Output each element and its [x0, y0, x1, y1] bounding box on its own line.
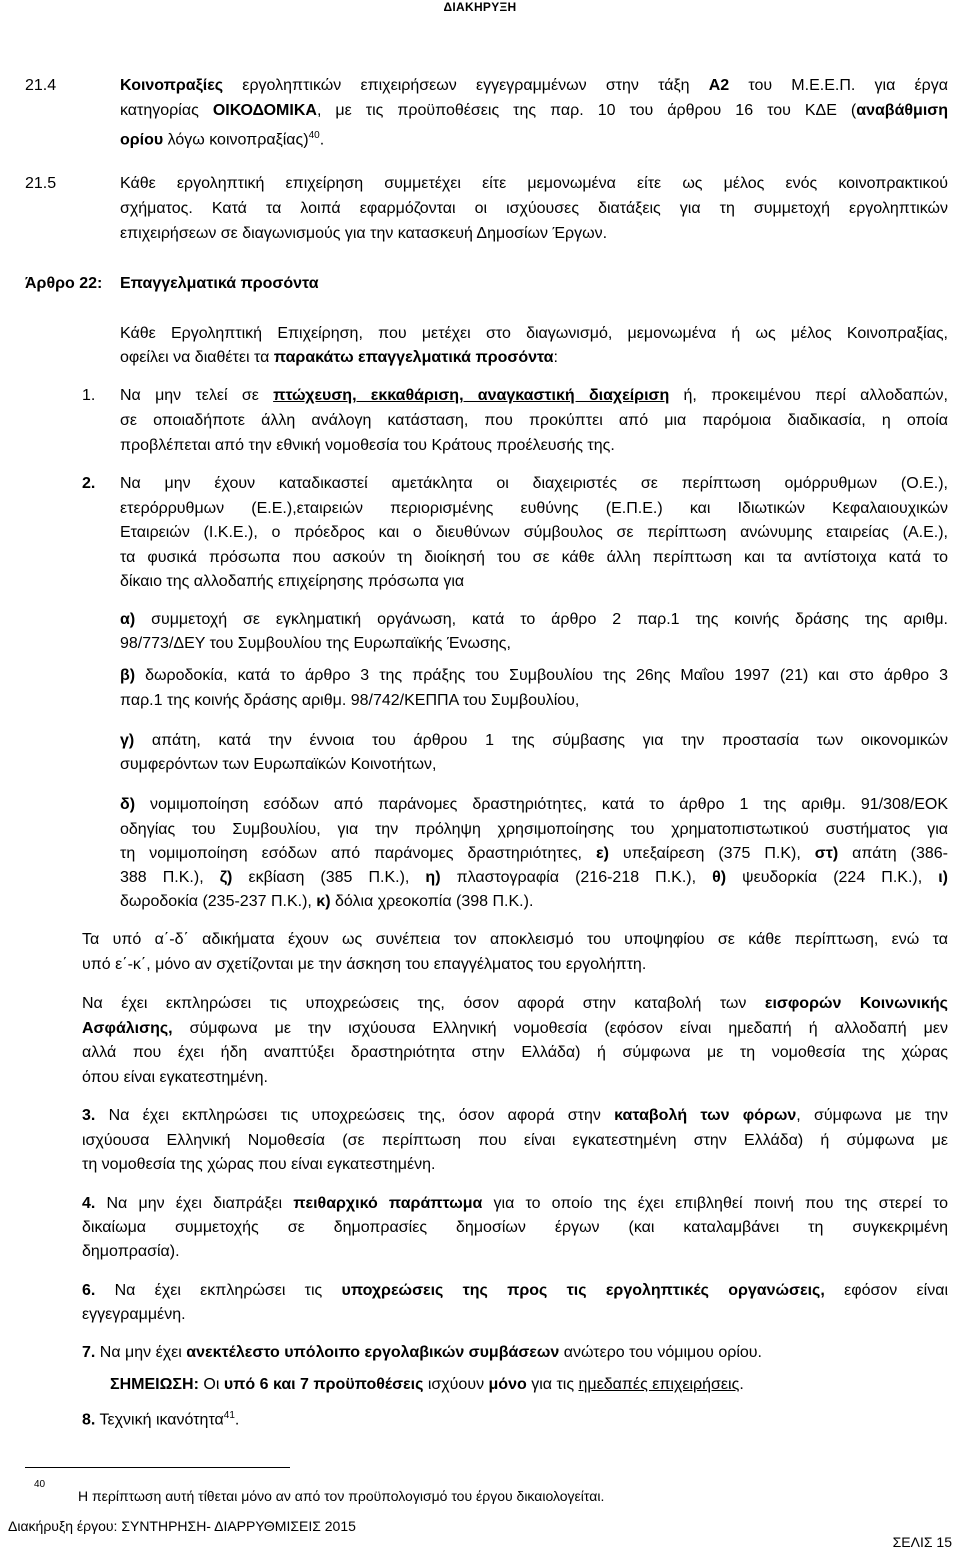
- section-21-5-line1: Κάθε εργοληπτική επιχείρηση συμμετέχει είτε μεμονωμένα είτε ως μέλος ενός κοινοπρακτικού: [120, 175, 948, 192]
- sub-b-line1: β) δωροδοκία, κατά το άρθρο 3 της πράξης του Συμβουλίου της 26ης Μαΐου 1997 (21) και στο άρθρο 3: [120, 667, 948, 684]
- article-label: Άρθρο 22:: [25, 275, 103, 292]
- footnote-ref-40: 40: [308, 130, 320, 141]
- intro-line1: Κάθε Εργοληπτική Επιχείρηση, που μετέχει στο διαγωνισμό, μεμονωμένα ή ως μέλος Κοινοπραξίας,: [120, 325, 948, 342]
- sub-d-line4: 388 Π.Κ.), ζ) εκβίαση (385 Π.Κ.), η) πλαστογραφία (216-218 Π.Κ.), θ) ψευδορκία (224 Π.Κ.), ι): [120, 869, 949, 886]
- sub-c-line1: γ) απάτη, κατά την έννοια του άρθρου 1 της σύμβασης για την προστασία των οικονομικών: [120, 732, 948, 749]
- para-offences-line1: Τα υπό α΄-δ΄ αδικήματα έχουν ως συνέπεια τον αποκλεισμό του υποψηφίου σε κάθε περίπτωση, ενώ τα: [82, 931, 948, 948]
- item-2-line5: δίκαιο της αλλοδαπής επιχείρησης πρόσωπα για: [120, 573, 465, 590]
- sub-d-line5: δωροδοκία (235-237 Π.Κ.), κ) δόλια χρεοκοπία (398 Π.Κ.).: [120, 893, 534, 910]
- item-1-line3: προβλέπεται από την εθνική νομοθεσία του Κράτους προέλευσής της.: [120, 437, 615, 454]
- article-title: Επαγγελματικά προσόντα: [120, 275, 319, 292]
- footnote-number: 40: [34, 1479, 46, 1490]
- footer-page-number: ΣΕΛΙΣ 15: [892, 1534, 952, 1550]
- para-insurance-line1: Να έχει εκπληρώσει τις υποχρεώσεις της, όσον αφορά στην καταβολή των εισφορών Κοινωνικής: [82, 995, 948, 1012]
- sub-c-line2: συμφερόντων των Ευρωπαϊκών Κοινοτήτων,: [120, 756, 437, 773]
- item-4-line3: δημοπρασία).: [82, 1243, 180, 1260]
- item-2-number: 2.: [82, 475, 96, 492]
- para-offences-line2: υπό ε΄-κ΄, μόνο αν σχετίζονται με την άσκηση του επαγγέλματος του εργολήπτη.: [82, 956, 647, 973]
- footer-left: Διακήρυξη έργου: ΣΥΝΤΗΡΗΣΗ- ΔΙΑΡΡΥΘΜΙΣΕΙΣ 2015: [8, 1518, 356, 1534]
- note-line: ΣΗΜΕΙΩΣΗ: Οι υπό 6 και 7 προϋποθέσεις ισχύουν μόνο για τις ημεδαπές επιχειρήσεις.: [110, 1376, 744, 1393]
- section-number-21-5: 21.5: [25, 175, 57, 192]
- para-insurance-line3: αλλά που έχει ήδη αναπτύξει δραστηριότητα στην Ελλάδα) ή σύμφωνα με τη νομοθεσία της χώρας: [82, 1044, 948, 1061]
- item-2-line2: ετερόρρυθμων (Ε.Ε.),εταιρειών περιορισμένης ευθύνης (Ε.Π.Ε.) και Ιδιωτικών Κεφαλαιουχικών: [120, 500, 948, 517]
- item-7-line1: 7. Να μην έχει ανεκτέλεστο υπόλοιπο εργολαβικών συμβάσεων ανώτερο του νόμιμου ορίου.: [82, 1344, 762, 1361]
- item-4-line1: 4. Να μην έχει διαπράξει πειθαρχικό παράπτωμα για το οποίο της έχει επιβληθεί ποινή που της στερεί το: [82, 1195, 948, 1212]
- item-2-line4: τα φυσικά πρόσωπα που ασκούν τη διοίκησή του σε κάθε άλλη περίπτωση και τα αντίστοιχα κατά το: [120, 549, 948, 566]
- sub-a-line1: α) συμμετοχή σε εγκληματική οργάνωση, κατά το άρθρο 2 παρ.1 της κοινής δράσης της αριθμ.: [120, 611, 948, 628]
- sub-a-line2: 98/773/ΔΕΥ του Συμβουλίου της Ευρωπαϊκής Ένωσης,: [120, 635, 511, 652]
- item-6-line1: 6. Να έχει εκπληρώσει τις υποχρεώσεις της προς τις εργοληπτικές οργανώσεις, εφόσον είναι: [82, 1282, 949, 1299]
- item-1-line1: Να μην τελεί σε πτώχευση, εκκαθάριση, αναγκαστική διαχείριση ή, προκειμένου περί αλλοδαπών,: [120, 387, 948, 404]
- footnote-ref-41: 41: [223, 1410, 235, 1421]
- para-insurance-line2: Ασφάλισης, σύμφωνα με την ισχύουσα Ελληνική νομοθεσία (εφόσον είναι ημεδαπή ή αλλοδαπή μεν: [82, 1020, 948, 1037]
- item-1-number: 1.: [82, 387, 96, 404]
- sub-d-line2: οδηγίας του Συμβουλίου, για την πρόληψη χρησιμοποίησης του χρηματοπιστωτικού συστήματος για: [120, 821, 948, 838]
- sub-d-line1: δ) νομιμοποίηση εσόδων από παράνομες δραστηριότητες, κατά το άρθρο 1 της αριθμ. 91/308/ΕΟΚ: [120, 796, 948, 813]
- item-8-line: 8. Τεχνική ικανότητα$^{41}$.: [82, 1410, 240, 1429]
- section-21-4-line3: ορίου λόγω κοινοπραξίας)$^{40}$.: [120, 130, 325, 149]
- item-2-line3: Εταιρειών (Ι.Κ.Ε.), ο πρόεδρος και ο διευθύνων σύμβουλος σε περίπτωση ανώνυμης εταιρείας (Α.Ε.),: [120, 524, 948, 541]
- sub-d-line3: τη νομιμοποίηση εσόδων από παράνομες δραστηριότητες, ε) υπεξαίρεση (375 Π.Κ), στ) απάτη (386-: [120, 845, 949, 862]
- para-insurance-line4: όπου είναι εγκατεστημένη.: [82, 1069, 268, 1086]
- section-21-5-line3: επιχειρήσεων σε διαγωνισμούς για την κατασκευή Δημοσίων Έργων.: [120, 225, 608, 242]
- footnote-separator: [25, 1467, 290, 1468]
- page-header: ΔΙΑΚΗΡΥΞΗ: [443, 0, 517, 14]
- section-21-4-line2: κατηγορίας ΟΙΚΟΔΟΜΙΚΑ, με τις προϋποθέσεις της παρ. 10 του άρθρου 16 του ΚΔΕ (αναβάθμιση: [120, 102, 949, 119]
- intro-line2: οφείλει να διαθέτει τα παρακάτω επαγγελματικά προσόντα:: [120, 349, 558, 366]
- section-21-5-line2: σχήματος. Κατά τα λοιπά εφαρμόζονται οι ισχύουσες διατάξεις για τη συμμετοχή εργοληπτικών: [120, 200, 948, 217]
- item-1-line2: σε οποιαδήποτε άλλη ανάλογη κατάσταση, που προκύπτει από μια παρόμοια διαδικασία, η οποία: [120, 412, 948, 429]
- section-21-4-line1: Κοινοπραξίες εργοληπτικών επιχειρήσεων εγγεγραμμένων στην τάξη Α2 του Μ.Ε.Ε.Π. για έργα: [120, 77, 948, 94]
- item-6-line2: εγγεγραμμένη.: [82, 1306, 186, 1323]
- sub-b-line2: παρ.1 της κοινής δράσης αριθμ. 98/742/ΚΕΠΠΑ του Συμβουλίου,: [120, 692, 580, 709]
- section-number-21-4: 21.4: [25, 77, 57, 94]
- item-3-line3: τη νομοθεσία της χώρας που είναι εγκατεστημένη.: [82, 1156, 436, 1173]
- item-3-line2: ισχύουσα Ελληνική Νομοθεσία (σε περίπτωση που είναι εγκατεστημένη στην Ελλάδα) ή σύμφωνα με: [82, 1132, 948, 1149]
- footnote-text: Η περίπτωση αυτή τίθεται μόνο αν από τον προϋπολογισμό του έργου δικαιολογείται.: [78, 1488, 605, 1504]
- item-3-line1: 3. Να έχει εκπληρώσει τις υποχρεώσεις της, όσον αφορά στην καταβολή των φόρων, σύμφωνα με την: [82, 1107, 949, 1124]
- item-4-line2: δικαίωμα συμμετοχής σε δημοπρασίες δημοσίων έργων (και καταλαμβάνει τη συγκεκριμένη: [82, 1219, 948, 1236]
- item-2-line1: Να μην έχουν καταδικαστεί αμετάκλητα οι διαχειριστές σε περίπτωση ομόρρυθμων (Ο.Ε.),: [120, 475, 948, 492]
